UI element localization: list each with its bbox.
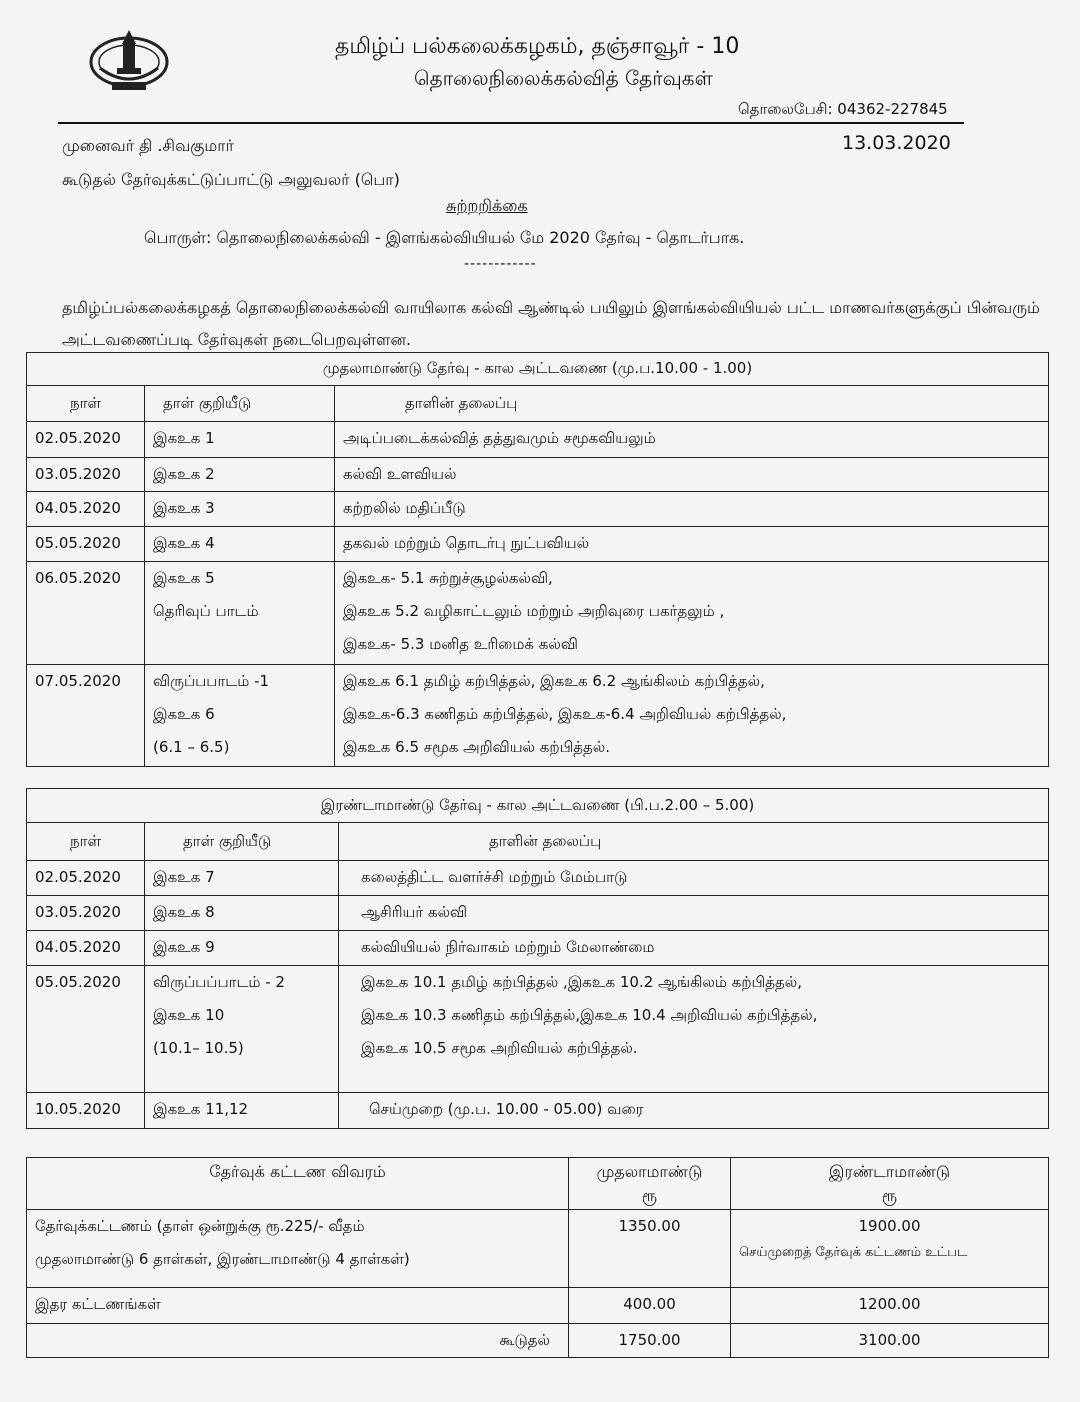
row-code: இகஉக 1 — [145, 422, 335, 458]
table-row — [27, 527, 1049, 562]
col-header-date: நாள் — [27, 386, 145, 422]
row-code: இகஉக 7 — [145, 861, 339, 896]
row-date: 02.05.2020 — [27, 422, 145, 458]
exam-fee-description: தேர்வுக்கட்டணம் (தாள் ஒன்றுக்கு ரூ.225/- வீதம் முதலாமாண்டு 6 தாள்கள், இரண்டாமாண்டு 4 தாள்கள்) — [27, 1210, 569, 1288]
first-year-title: முதலாமாண்டு தேர்வு - கால அட்டவணை (மு.ப.10.00 - 1.00) — [27, 353, 1049, 386]
col-header-title: தாளின் தலைப்பு — [335, 386, 1049, 422]
row-title: அடிப்படைக்கல்வித் தத்துவமும் சமூகவியலும் — [335, 422, 1049, 458]
table-row — [27, 665, 1049, 767]
second-year-title: இரண்டாமாண்டு தேர்வு - கால அட்டவணை (பி.ப.2.00 – 5.00) — [27, 789, 1049, 823]
other-fee-row — [27, 1288, 1049, 1324]
intro-paragraph: தமிழ்ப்பல்கலைக்கழகத் தொலைநிலைக்கல்வி வாயிலாக கல்வி ஆண்டில் பயிலும் இளங்கல்வியியல் பட்ட மாணவர்களுக்குப் பின்வரும் அட்டவணைப்படி தேர்வுகள் நடைபெறவுள்ளன. — [62, 298, 1040, 349]
row-date: 10.05.2020 — [27, 1093, 145, 1129]
row-title: கற்றலில் மதிப்பீடு — [335, 492, 1049, 527]
row-title: செய்முறை (மு.ப. 10.00 - 05.00) வரை — [339, 1093, 1049, 1129]
exam-fee-row — [27, 1210, 1049, 1288]
row-date: 04.05.2020 — [27, 931, 145, 966]
row-date: 06.05.2020 — [27, 562, 145, 665]
table-row — [27, 861, 1049, 896]
row-code: இகஉக 2 — [145, 458, 335, 492]
row-code: விருப்பபாடம் -1 இகஉக 6 (6.1 – 6.5) — [145, 665, 335, 767]
row-date: 05.05.2020 — [27, 966, 145, 1093]
header-divider — [58, 122, 964, 124]
fee-first-year-header: முதலாமாண்டு ரூ — [569, 1158, 731, 1210]
table-row — [27, 422, 1049, 458]
department-name: தொலைநிலைக்கல்வித் தேர்வுகள் — [414, 66, 713, 90]
table-row — [27, 492, 1049, 527]
second-year-schedule — [26, 788, 1049, 1129]
row-date: 03.05.2020 — [27, 896, 145, 931]
other-fee-first: 400.00 — [569, 1288, 731, 1324]
table-row — [27, 1093, 1049, 1129]
row-title: இகஉக- 5.1 சுற்றுச்சூழல்கல்வி, இகஉக 5.2 வழிகாட்டலும் மற்றும் அறிவுரை பகர்தலும் , இகஉக- 5.3 மனித உரிமைக் கல்வி — [335, 562, 1049, 665]
row-title: தகவல் மற்றும் தொடர்பு நுட்பவியல் — [335, 527, 1049, 562]
row-date: 07.05.2020 — [27, 665, 145, 767]
row-code: இகஉக 11,12 — [145, 1093, 339, 1129]
col-header-code: தாள் குறியீடு — [145, 823, 339, 861]
phone-number: தொலைபேசி: 04362-227845 — [738, 100, 948, 118]
row-date: 03.05.2020 — [27, 458, 145, 492]
row-date: 04.05.2020 — [27, 492, 145, 527]
separator: ------------ — [464, 256, 537, 272]
col-header-code: தாள் குறியீடு — [145, 386, 335, 422]
table-row — [27, 562, 1049, 665]
first-year-schedule — [26, 352, 1049, 767]
table-row — [27, 931, 1049, 966]
row-date: 05.05.2020 — [27, 527, 145, 562]
fee-header: தேர்வுக் கட்டண விவரம் — [27, 1158, 569, 1210]
row-code: இகஉக 4 — [145, 527, 335, 562]
total-label: கூடுதல் — [27, 1324, 569, 1358]
fee-second-year-header: இரண்டாமாண்டு ரூ — [731, 1158, 1049, 1210]
exam-fee-first: 1350.00 — [569, 1210, 731, 1288]
row-date: 02.05.2020 — [27, 861, 145, 896]
circular-title: சுற்றறிக்கை — [446, 196, 528, 215]
university-logo — [86, 24, 172, 94]
row-title: ஆசிரியர் கல்வி — [339, 896, 1049, 931]
total-first: 1750.00 — [569, 1324, 731, 1358]
row-title: கல்வியியல் நிர்வாகம் மற்றும் மேலாண்மை — [339, 931, 1049, 966]
row-title: கல்வி உளவியல் — [335, 458, 1049, 492]
row-code: இகஉக 5 தெரிவுப் பாடம் — [145, 562, 335, 665]
col-header-title: தாளின் தலைப்பு — [339, 823, 1049, 861]
col-header-date: நாள் — [27, 823, 145, 861]
letter-date: 13.03.2020 — [842, 132, 951, 154]
other-fee-label: இதர கட்டணங்கள் — [27, 1288, 569, 1324]
row-title: இகஉக 6.1 தமிழ் கற்பித்தல், இகஉக 6.2 ஆங்கிலம் கற்பித்தல், இகஉக-6.3 கணிதம் கற்பித்தல், இகஉக-6.4 அறிவியல் கற்பித்தல், இகஉக 6.5 சமூக அறிவியல் கற்பித்தல். — [335, 665, 1049, 767]
row-title: இகஉக 10.1 தமிழ் கற்பித்தல் ,இகஉக 10.2 ஆங்கிலம் கற்பித்தல், இகஉக 10.3 கணிதம் கற்பித்தல்,இகஉக 10.4 அறிவியல் கற்பித்தல், இகஉக 10.5 சமூக அறிவியல் கற்பித்தல். — [339, 966, 1049, 1093]
row-title: கலைத்திட்ட வளர்ச்சி மற்றும் மேம்பாடு — [339, 861, 1049, 896]
sender-designation: கூடுதல் தேர்வுக்கட்டுப்பாட்டு அலுவலர் (பொ) — [62, 170, 400, 189]
university-name: தமிழ்ப் பல்கலைக்கழகம், தஞ்சாவூர் - 10 — [335, 34, 740, 59]
total-second: 3100.00 — [731, 1324, 1049, 1358]
exam-fee-second: 1900.00 செய்முறைத் தேர்வுக் கட்டணம் உட்பட — [731, 1210, 1049, 1288]
row-code: இகஉக 8 — [145, 896, 339, 931]
table-row — [27, 458, 1049, 492]
row-code: விருப்பப்பாடம் - 2 இகஉக 10 (10.1– 10.5) — [145, 966, 339, 1093]
row-code: இகஉக 9 — [145, 931, 339, 966]
total-fee-row — [27, 1324, 1049, 1358]
row-code: இகஉக 3 — [145, 492, 335, 527]
sender-name: முனைவர் தி .சிவகுமார் — [62, 136, 235, 155]
other-fee-second: 1200.00 — [731, 1288, 1049, 1324]
table-row — [27, 896, 1049, 931]
subject-line: பொருள்: தொலைநிலைக்கல்வி - இளங்கல்வியியல் மே 2020 தேர்வு - தொடர்பாக. — [144, 228, 745, 247]
practical-fee-note: செய்முறைத் தேர்வுக் கட்டணம் உட்பட — [739, 1245, 968, 1260]
fee-details-table — [26, 1157, 1049, 1358]
table-row — [27, 966, 1049, 1093]
